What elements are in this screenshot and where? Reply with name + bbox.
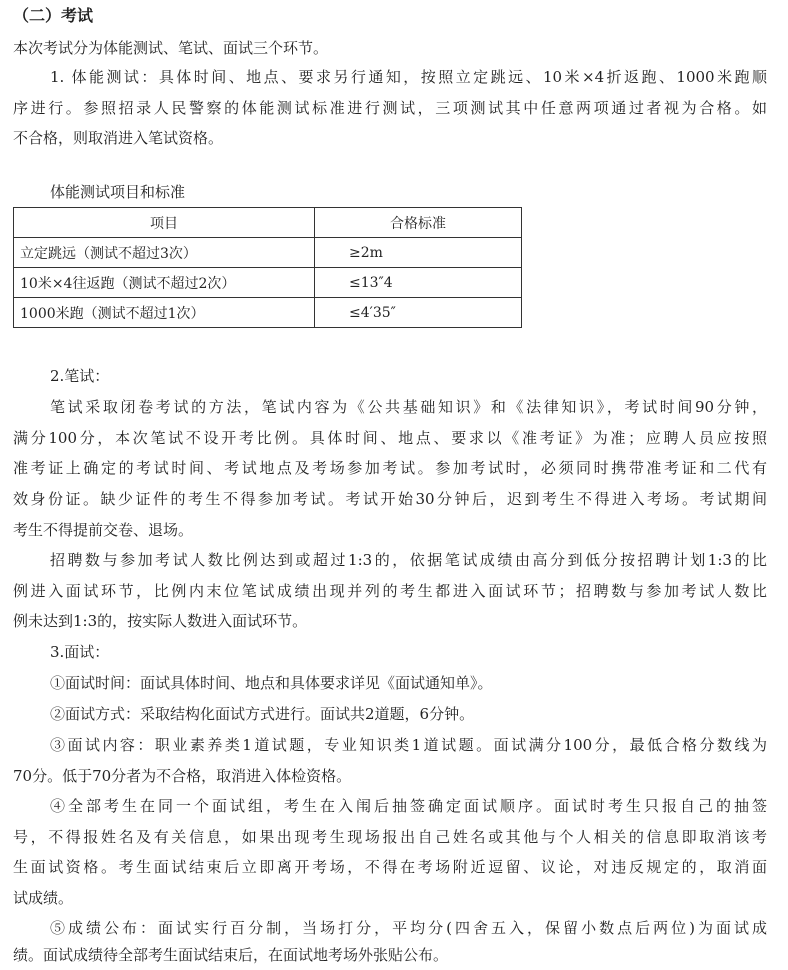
written-paragraph-line: 招聘数与参加考试人数比例达到或超过1:3的，依据笔试成绩由高分到低分按招聘计划1:3的比 — [50, 551, 767, 569]
table-row — [14, 238, 522, 268]
table-row — [14, 298, 522, 328]
interview-line: ②面试方式：采取结构化面试方式进行。面试共2道题，6分钟。 — [50, 705, 475, 723]
table-row — [14, 268, 522, 298]
fitness-paragraph-line: 1. 体能测试：具体时间、地点、要求另行通知，按照立定跳远、10米×4折返跑、1000米跑顺 — [50, 68, 767, 86]
interview-line: 生面试资格。考生面试结束后立即离开考场，不得在考场附近逗留、议论，对违反规定的，取消面 — [13, 858, 767, 876]
fitness-standards-table — [13, 207, 522, 328]
section-title: （二）考试 — [13, 6, 94, 25]
interview-line: 70分。低于70分者为不合格，取消进入体检资格。 — [13, 767, 352, 785]
written-heading: 2.笔试： — [50, 367, 110, 385]
table-cell-standard: ≤13″4 — [315, 268, 522, 298]
table-header-standard: 合格标准 — [315, 208, 522, 238]
interview-line: 号，不得报姓名及有关信息，如果出现考生现场报出自己姓名或其他与个人相关的信息即取消该考 — [13, 828, 767, 846]
interview-line: 绩。面试成绩待全部考生面试结束后，在面试地考场外张贴公布。 — [13, 946, 449, 964]
table-caption: 体能测试项目和标准 — [50, 183, 186, 201]
interview-heading: 3.面试： — [50, 643, 110, 661]
table-cell-standard: ≥2m — [315, 238, 522, 268]
table-cell-item: 1000米跑（测试不超过1次） — [14, 298, 315, 328]
table-cell-standard: ≤4′35″ — [315, 298, 522, 328]
table-cell-item: 10米×4往返跑（测试不超过2次） — [14, 268, 315, 298]
written-paragraph-line: 满分100分，本次笔试不设开考比例。具体时间、地点、要求以《准考证》为准；应聘人员应按照 — [13, 429, 767, 447]
fitness-paragraph-line: 序进行。参照招录人民警察的体能测试标准进行测试，三项测试其中任意两项通过者视为合格。如 — [13, 99, 767, 117]
written-paragraph-line: 效身份证。缺少证件的考生不得参加考试。考试开始30分钟后，迟到考生不得进入考场。考试期间 — [13, 490, 767, 508]
interview-line: ③面试内容：职业素养类1道试题，专业知识类1道试题。面试满分100分，最低合格分数线为 — [50, 736, 767, 754]
interview-line: 试成绩。 — [13, 889, 74, 907]
table-header-item: 项目 — [14, 208, 315, 238]
table-cell-item: 立定跳远（测试不超过3次） — [14, 238, 315, 268]
written-paragraph-line: 例进入面试环节，比例内末位笔试成绩出现并列的考生都进入面试环节；招聘数与参加考试人数比 — [13, 582, 767, 600]
interview-line: ①面试时间：面试具体时间、地点和具体要求详见《面试通知单》。 — [50, 674, 493, 692]
interview-line: ⑤成绩公布：面试实行百分制，当场打分，平均分(四舍五入，保留小数点后两位)为面试成 — [50, 919, 767, 937]
fitness-paragraph-line: 不合格，则取消进入笔试资格。 — [13, 129, 224, 147]
written-paragraph-line: 考生不得提前交卷、退场。 — [13, 521, 194, 539]
intro-text: 本次考试分为体能测试、笔试、面试三个环节。 — [13, 39, 329, 57]
table-header-row — [14, 208, 522, 238]
written-paragraph-line: 例未达到1:3的，按实际人数进入面试环节。 — [13, 612, 308, 630]
written-paragraph-line: 笔试采取闭卷考试的方法，笔试内容为《公共基础知识》和《法律知识》，考试时间90分钟， — [50, 398, 767, 416]
interview-line: ④全部考生在同一个面试组，考生在入闱后抽签确定面试顺序。面试时考生只报自己的抽签 — [50, 797, 767, 815]
written-paragraph-line: 准考证上确定的考试时间、考试地点及考场参加考试。参加考试时，必须同时携带准考证和二代有 — [13, 459, 767, 477]
